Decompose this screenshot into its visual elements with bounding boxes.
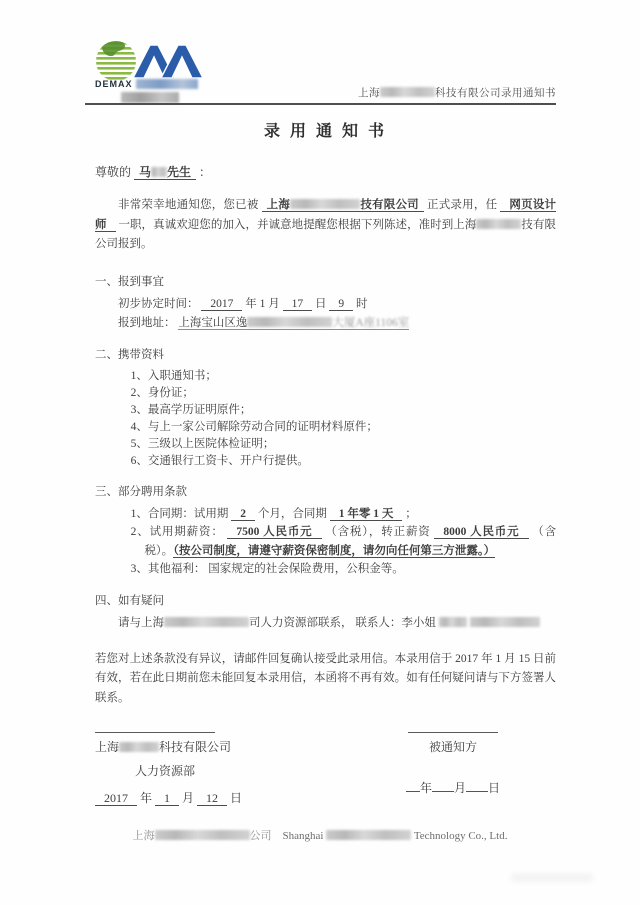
redacted-company-name (119, 742, 159, 752)
redacted-company-name (476, 219, 521, 229)
probation-salary: 7500 人民币元 (227, 526, 321, 539)
material-item: 2、身份证； (130, 386, 194, 399)
sign-day: 12 (197, 791, 227, 806)
redacted-given-name (151, 167, 167, 177)
contact-line: 请与上海 司人力资源部联系， 联系人：李小姐 (95, 614, 556, 633)
redacted-address (247, 317, 332, 327)
redacted-phone-number (470, 617, 540, 627)
signing-department: 人力资源部 (135, 764, 196, 778)
logo-wordmark (95, 79, 225, 89)
salary-line: 2、试用期薪资： 7500 人民币元 （含税），转正薪资 8000 人民币元 （含税）。（按公司制度，请遵守薪资保密制度，请勿向任何第三方泄露。） (130, 526, 557, 557)
signature-line (95, 732, 215, 733)
recipient-label: 被通知方 (428, 740, 477, 754)
report-month: 1 (259, 297, 266, 310)
globe-monogram-icon (95, 40, 211, 82)
redacted-company-name (290, 199, 360, 209)
logo-brand-text: DEMAX (95, 79, 133, 89)
redacted-logo-tagline (136, 79, 198, 89)
hiring-company: 上海 技有限公司 (262, 199, 424, 212)
contract-term-line: 1、合同期：试用期 2 个月，合同期 1 年零 1 天 ； (130, 507, 417, 520)
signature-line (408, 732, 498, 733)
recipient-signature (398, 732, 508, 808)
recipient-sign-date: 年 月 日 (398, 779, 508, 798)
document-body (95, 114, 556, 808)
material-item: 4、与上一家公司解除劳动合同的证明材料原件； (130, 420, 378, 433)
redacted-logo-company-name (121, 92, 179, 103)
header-divider (85, 103, 556, 105)
redacted-company-name-en (326, 830, 411, 840)
redacted-contact-name (439, 617, 467, 627)
blank-year (406, 780, 420, 792)
benefits-line: 3、其他福利： 国家规定的社会保险费用，公积金等。 (130, 563, 404, 575)
material-item: 5、三级以上医院体检证明； (130, 437, 275, 450)
blank-day (466, 780, 488, 792)
salary-confidentiality-note: （按公司制度，请遵守薪资保密制度，请勿向任何第三方泄露。） (173, 544, 496, 557)
section-2-heading: 二、携带资料 (95, 348, 164, 361)
redacted-company-name (380, 87, 435, 97)
page-footer: 上海 公司 Shanghai Technology Co., Ltd. (132, 830, 508, 842)
report-time-line: 初步协定时间： 2017 年 1 月 17 日 9 时 (118, 297, 368, 310)
company-sign-date: 2017 年 1 月 12 日 (95, 789, 295, 808)
section-3-heading: 三、部分聘用条款 (95, 485, 187, 498)
redacted-company-name-cn (155, 830, 250, 840)
document-header-label: 上海 科技有限公司录用通知书 (358, 88, 556, 99)
validity-paragraph: 若您对上述条款没有异议，请邮件回复确认接受此录用信。本录用信于 2017 年 1 月 15 日前有效，若在此日期前您未能回复本录用信，本函将不再有效。如有任何疑问请与下方签署人联系。 (95, 652, 556, 704)
signing-company: 上海 科技有限公司 (95, 740, 232, 754)
contract-length: 1 年零 1 天 (330, 508, 403, 521)
company-logo (95, 40, 225, 107)
blank-month (432, 780, 454, 792)
section-1-heading: 一、报到事宜 (95, 275, 164, 288)
material-item: 1、入职通知书； (130, 369, 217, 382)
company-signature (95, 732, 295, 808)
scan-artifact (512, 874, 592, 881)
report-day: 17 (283, 298, 313, 311)
intro-paragraph: 非常荣幸地通知您，您已被 上海 技有限公司 正式录用，任 网页设计师 一职，真诚欢迎您的加入，并诚意地提醒您根据下列陈述，准时到上海 技有限公司报到。 (95, 199, 557, 250)
position-title: 网页设计师 (95, 199, 557, 231)
recipient-name: 马 先生 (134, 165, 196, 180)
material-item: 3、最高学历证明原件； (130, 403, 252, 416)
sign-year: 2017 (95, 791, 137, 806)
section-4-heading: 四、如有疑问 (95, 594, 164, 607)
material-item: 6、交通银行工资卡、开户行提供。 (130, 454, 309, 467)
report-address-line: 报到地址： 上海宝山区逸 大厦A座1106室 (118, 316, 410, 329)
salutation: 尊敬的 马 先生 ： (95, 165, 212, 179)
page-title: 录 用 通 知 书 (263, 123, 387, 140)
redacted-company-name (164, 617, 249, 627)
report-address: 上海宝山区逸 大厦A座1106室 (178, 316, 410, 329)
report-hour: 9 (329, 298, 353, 311)
regular-salary: 8000 人民币元 (434, 526, 528, 539)
probation-months: 2 (231, 508, 255, 521)
sign-month: 1 (155, 791, 179, 806)
signature-block (95, 732, 556, 808)
report-year: 2017 (201, 298, 242, 311)
